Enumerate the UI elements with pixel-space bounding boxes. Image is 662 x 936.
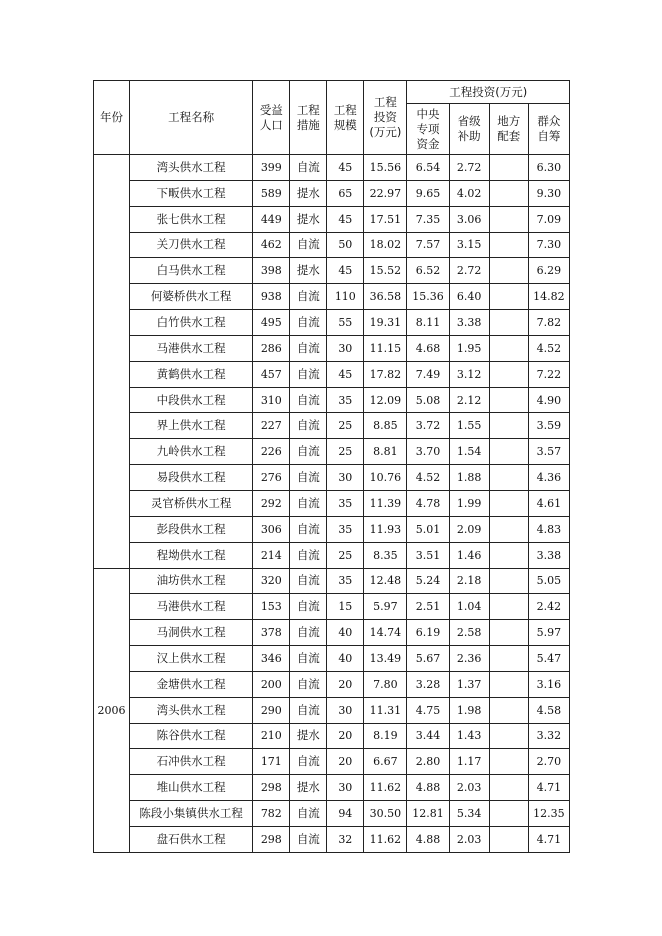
population-cell: 200 [253, 671, 290, 697]
provincial-subsidy-cell: 1.37 [449, 671, 489, 697]
measure-cell: 自流 [290, 490, 327, 516]
local-matching-cell [489, 697, 528, 723]
project-name-cell: 马港供水工程 [129, 594, 252, 620]
population-cell: 298 [253, 826, 290, 852]
provincial-subsidy-cell: 1.88 [449, 465, 489, 491]
header-project-name: 工程名称 [129, 81, 252, 155]
project-name-cell: 下畈供水工程 [129, 180, 252, 206]
investment-cell: 10.76 [364, 465, 407, 491]
central-funds-cell: 3.51 [407, 542, 449, 568]
population-cell: 292 [253, 490, 290, 516]
self-raised-cell: 4.36 [528, 465, 569, 491]
self-raised-cell: 4.83 [528, 516, 569, 542]
central-funds-cell: 5.08 [407, 387, 449, 413]
self-raised-cell: 7.09 [528, 206, 569, 232]
scale-cell: 15 [327, 594, 364, 620]
scale-cell: 40 [327, 646, 364, 672]
central-funds-cell: 7.35 [407, 206, 449, 232]
table-row [94, 465, 570, 491]
measure-cell: 自流 [290, 413, 327, 439]
table-row [94, 258, 570, 284]
provincial-subsidy-cell: 1.54 [449, 439, 489, 465]
self-raised-cell: 3.57 [528, 439, 569, 465]
population-cell: 227 [253, 413, 290, 439]
project-name-cell: 陈谷供水工程 [129, 723, 252, 749]
provincial-subsidy-cell: 1.43 [449, 723, 489, 749]
population-cell: 214 [253, 542, 290, 568]
measure-cell: 自流 [290, 439, 327, 465]
investment-cell: 7.80 [364, 671, 407, 697]
project-name-cell: 灵官桥供水工程 [129, 490, 252, 516]
header-measure: 工程 措施 [290, 81, 327, 155]
project-name-cell: 汉上供水工程 [129, 646, 252, 672]
measure-cell: 自流 [290, 155, 327, 181]
population-cell: 346 [253, 646, 290, 672]
central-funds-cell: 8.11 [407, 310, 449, 336]
population-cell: 462 [253, 232, 290, 258]
local-matching-cell [489, 542, 528, 568]
project-name-cell: 陈段小集镇供水工程 [129, 801, 252, 827]
scale-cell: 20 [327, 671, 364, 697]
table-row [94, 594, 570, 620]
population-cell: 226 [253, 439, 290, 465]
scale-cell: 40 [327, 620, 364, 646]
central-funds-cell: 3.28 [407, 671, 449, 697]
population-cell: 306 [253, 516, 290, 542]
measure-cell: 自流 [290, 594, 327, 620]
scale-cell: 32 [327, 826, 364, 852]
project-name-cell: 油坊供水工程 [129, 568, 252, 594]
local-matching-cell [489, 490, 528, 516]
project-name-cell: 何婆桥供水工程 [129, 284, 252, 310]
measure-cell: 自流 [290, 801, 327, 827]
self-raised-cell: 4.71 [528, 775, 569, 801]
scale-cell: 20 [327, 749, 364, 775]
self-raised-cell: 14.82 [528, 284, 569, 310]
scale-cell: 55 [327, 310, 364, 336]
header-population: 受益 人口 [253, 81, 290, 155]
population-cell: 378 [253, 620, 290, 646]
scale-cell: 30 [327, 335, 364, 361]
local-matching-cell [489, 465, 528, 491]
scale-cell: 25 [327, 439, 364, 465]
self-raised-cell: 5.97 [528, 620, 569, 646]
measure-cell: 提水 [290, 723, 327, 749]
self-raised-cell: 7.22 [528, 361, 569, 387]
population-cell: 399 [253, 155, 290, 181]
self-raised-cell: 9.30 [528, 180, 569, 206]
measure-cell: 自流 [290, 516, 327, 542]
scale-cell: 110 [327, 284, 364, 310]
table-row [94, 206, 570, 232]
investment-cell: 8.81 [364, 439, 407, 465]
investment-cell: 11.39 [364, 490, 407, 516]
local-matching-cell [489, 180, 528, 206]
central-funds-cell: 4.52 [407, 465, 449, 491]
self-raised-cell: 6.29 [528, 258, 569, 284]
scale-cell: 35 [327, 387, 364, 413]
self-raised-cell: 3.16 [528, 671, 569, 697]
table-row [94, 284, 570, 310]
central-funds-cell: 4.88 [407, 775, 449, 801]
header-central-funds: 中央 专项 资金 [407, 104, 449, 155]
self-raised-cell: 12.35 [528, 801, 569, 827]
measure-cell: 提水 [290, 258, 327, 284]
local-matching-cell [489, 801, 528, 827]
local-matching-cell [489, 671, 528, 697]
local-matching-cell [489, 723, 528, 749]
central-funds-cell: 3.72 [407, 413, 449, 439]
local-matching-cell [489, 775, 528, 801]
population-cell: 153 [253, 594, 290, 620]
project-name-cell: 湾头供水工程 [129, 155, 252, 181]
project-name-cell: 湾头供水工程 [129, 697, 252, 723]
scale-cell: 45 [327, 258, 364, 284]
measure-cell: 自流 [290, 335, 327, 361]
population-cell: 782 [253, 801, 290, 827]
table-row [94, 413, 570, 439]
table-row [94, 646, 570, 672]
investment-cell: 15.52 [364, 258, 407, 284]
project-name-cell: 关刀供水工程 [129, 232, 252, 258]
investment-cell: 36.58 [364, 284, 407, 310]
header-row-1 [94, 81, 570, 104]
scale-cell: 30 [327, 697, 364, 723]
provincial-subsidy-cell: 3.06 [449, 206, 489, 232]
investment-cell: 17.82 [364, 361, 407, 387]
header-year: 年份 [94, 81, 130, 155]
measure-cell: 自流 [290, 826, 327, 852]
population-cell: 320 [253, 568, 290, 594]
provincial-subsidy-cell: 1.17 [449, 749, 489, 775]
header-provincial-subsidy: 省级 补助 [449, 104, 489, 155]
investment-cell: 15.56 [364, 155, 407, 181]
project-name-cell: 马港供水工程 [129, 335, 252, 361]
provincial-subsidy-cell: 4.02 [449, 180, 489, 206]
year-cell [94, 155, 130, 569]
investment-cell: 11.93 [364, 516, 407, 542]
central-funds-cell: 12.81 [407, 801, 449, 827]
self-raised-cell: 4.90 [528, 387, 569, 413]
local-matching-cell [489, 387, 528, 413]
local-matching-cell [489, 826, 528, 852]
population-cell: 589 [253, 180, 290, 206]
local-matching-cell [489, 568, 528, 594]
self-raised-cell: 7.82 [528, 310, 569, 336]
investment-cell: 30.50 [364, 801, 407, 827]
table-row [94, 620, 570, 646]
scale-cell: 30 [327, 775, 364, 801]
table-row [94, 490, 570, 516]
measure-cell: 提水 [290, 180, 327, 206]
self-raised-cell: 5.47 [528, 646, 569, 672]
self-raised-cell: 5.05 [528, 568, 569, 594]
central-funds-cell: 5.01 [407, 516, 449, 542]
local-matching-cell [489, 310, 528, 336]
measure-cell: 自流 [290, 697, 327, 723]
scale-cell: 30 [327, 465, 364, 491]
project-name-cell: 程坳供水工程 [129, 542, 252, 568]
project-name-cell: 马洞供水工程 [129, 620, 252, 646]
table-row [94, 180, 570, 206]
provincial-subsidy-cell: 3.15 [449, 232, 489, 258]
measure-cell: 自流 [290, 749, 327, 775]
scale-cell: 25 [327, 413, 364, 439]
self-raised-cell: 3.38 [528, 542, 569, 568]
measure-cell: 自流 [290, 646, 327, 672]
header-scale: 工程 规模 [327, 81, 364, 155]
central-funds-cell: 6.52 [407, 258, 449, 284]
provincial-subsidy-cell: 1.95 [449, 335, 489, 361]
project-name-cell: 堆山供水工程 [129, 775, 252, 801]
scale-cell: 35 [327, 516, 364, 542]
measure-cell: 提水 [290, 775, 327, 801]
self-raised-cell: 3.59 [528, 413, 569, 439]
provincial-subsidy-cell: 2.72 [449, 258, 489, 284]
scale-cell: 45 [327, 155, 364, 181]
project-name-cell: 盘石供水工程 [129, 826, 252, 852]
table-row [94, 775, 570, 801]
project-name-cell: 彭段供水工程 [129, 516, 252, 542]
provincial-subsidy-cell: 1.55 [449, 413, 489, 439]
project-name-cell: 九岭供水工程 [129, 439, 252, 465]
project-name-cell: 石冲供水工程 [129, 749, 252, 775]
header-local-matching: 地方 配套 [489, 104, 528, 155]
investment-cell: 8.35 [364, 542, 407, 568]
provincial-subsidy-cell: 2.36 [449, 646, 489, 672]
header-investment: 工程 投资 (万元) [364, 81, 407, 155]
self-raised-cell: 3.32 [528, 723, 569, 749]
project-name-cell: 白竹供水工程 [129, 310, 252, 336]
population-cell: 290 [253, 697, 290, 723]
population-cell: 276 [253, 465, 290, 491]
local-matching-cell [489, 206, 528, 232]
investment-cell: 17.51 [364, 206, 407, 232]
scale-cell: 35 [327, 490, 364, 516]
table-row [94, 542, 570, 568]
table-row [94, 697, 570, 723]
investment-cell: 6.67 [364, 749, 407, 775]
measure-cell: 自流 [290, 284, 327, 310]
measure-cell: 自流 [290, 568, 327, 594]
population-cell: 310 [253, 387, 290, 413]
project-name-cell: 白马供水工程 [129, 258, 252, 284]
provincial-subsidy-cell: 1.04 [449, 594, 489, 620]
investment-cell: 5.97 [364, 594, 407, 620]
central-funds-cell: 4.68 [407, 335, 449, 361]
population-cell: 286 [253, 335, 290, 361]
central-funds-cell: 4.88 [407, 826, 449, 852]
provincial-subsidy-cell: 2.09 [449, 516, 489, 542]
provincial-subsidy-cell: 2.03 [449, 826, 489, 852]
table-row [94, 232, 570, 258]
self-raised-cell: 4.71 [528, 826, 569, 852]
central-funds-cell: 5.67 [407, 646, 449, 672]
scale-cell: 50 [327, 232, 364, 258]
investment-cell: 18.02 [364, 232, 407, 258]
table-row [94, 155, 570, 181]
measure-cell: 提水 [290, 206, 327, 232]
table-row [94, 439, 570, 465]
scale-cell: 65 [327, 180, 364, 206]
table-row [94, 335, 570, 361]
central-funds-cell: 4.75 [407, 697, 449, 723]
scale-cell: 45 [327, 361, 364, 387]
measure-cell: 自流 [290, 671, 327, 697]
central-funds-cell: 4.78 [407, 490, 449, 516]
measure-cell: 自流 [290, 361, 327, 387]
provincial-subsidy-cell: 2.58 [449, 620, 489, 646]
local-matching-cell [489, 749, 528, 775]
central-funds-cell: 7.49 [407, 361, 449, 387]
central-funds-cell: 5.24 [407, 568, 449, 594]
table-row [94, 387, 570, 413]
scale-cell: 45 [327, 206, 364, 232]
table-row [94, 568, 570, 594]
central-funds-cell: 6.54 [407, 155, 449, 181]
provincial-subsidy-cell: 1.46 [449, 542, 489, 568]
population-cell: 495 [253, 310, 290, 336]
table-row [94, 310, 570, 336]
self-raised-cell: 7.30 [528, 232, 569, 258]
central-funds-cell: 2.80 [407, 749, 449, 775]
investment-cell: 11.62 [364, 775, 407, 801]
table-row [94, 801, 570, 827]
central-funds-cell: 6.19 [407, 620, 449, 646]
local-matching-cell [489, 155, 528, 181]
investment-cell: 13.49 [364, 646, 407, 672]
project-name-cell: 界上供水工程 [129, 413, 252, 439]
local-matching-cell [489, 646, 528, 672]
central-funds-cell: 3.70 [407, 439, 449, 465]
measure-cell: 自流 [290, 232, 327, 258]
table-row [94, 516, 570, 542]
local-matching-cell [489, 258, 528, 284]
measure-cell: 自流 [290, 387, 327, 413]
local-matching-cell [489, 413, 528, 439]
measure-cell: 自流 [290, 465, 327, 491]
investment-cell: 11.62 [364, 826, 407, 852]
measure-cell: 自流 [290, 310, 327, 336]
table-body [94, 155, 570, 853]
local-matching-cell [489, 361, 528, 387]
measure-cell: 自流 [290, 542, 327, 568]
project-name-cell: 中段供水工程 [129, 387, 252, 413]
provincial-subsidy-cell: 1.99 [449, 490, 489, 516]
self-raised-cell: 2.42 [528, 594, 569, 620]
table-row [94, 361, 570, 387]
central-funds-cell: 7.57 [407, 232, 449, 258]
self-raised-cell: 2.70 [528, 749, 569, 775]
investment-cell: 11.31 [364, 697, 407, 723]
self-raised-cell: 6.30 [528, 155, 569, 181]
self-raised-cell: 4.61 [528, 490, 569, 516]
population-cell: 298 [253, 775, 290, 801]
provincial-subsidy-cell: 3.38 [449, 310, 489, 336]
local-matching-cell [489, 232, 528, 258]
local-matching-cell [489, 620, 528, 646]
project-name-cell: 张七供水工程 [129, 206, 252, 232]
table-row [94, 826, 570, 852]
scale-cell: 94 [327, 801, 364, 827]
investment-cell: 19.31 [364, 310, 407, 336]
year-cell: 2006 [94, 568, 130, 852]
local-matching-cell [489, 439, 528, 465]
central-funds-cell: 15.36 [407, 284, 449, 310]
investment-cell: 12.09 [364, 387, 407, 413]
provincial-subsidy-cell: 3.12 [449, 361, 489, 387]
header-self-raised: 群众 自筹 [528, 104, 569, 155]
local-matching-cell [489, 516, 528, 542]
local-matching-cell [489, 284, 528, 310]
project-name-cell: 金塘供水工程 [129, 671, 252, 697]
header-investment-group: 工程投资(万元) [407, 81, 570, 104]
scale-cell: 25 [327, 542, 364, 568]
population-cell: 457 [253, 361, 290, 387]
scale-cell: 35 [327, 568, 364, 594]
central-funds-cell: 2.51 [407, 594, 449, 620]
provincial-subsidy-cell: 6.40 [449, 284, 489, 310]
water-supply-projects-table [93, 80, 570, 853]
measure-cell: 自流 [290, 620, 327, 646]
investment-cell: 12.48 [364, 568, 407, 594]
investment-cell: 8.19 [364, 723, 407, 749]
investment-cell: 11.15 [364, 335, 407, 361]
investment-cell: 22.97 [364, 180, 407, 206]
scale-cell: 20 [327, 723, 364, 749]
population-cell: 449 [253, 206, 290, 232]
project-name-cell: 易段供水工程 [129, 465, 252, 491]
central-funds-cell: 3.44 [407, 723, 449, 749]
table-row [94, 723, 570, 749]
population-cell: 210 [253, 723, 290, 749]
investment-cell: 8.85 [364, 413, 407, 439]
table-row [94, 749, 570, 775]
self-raised-cell: 4.58 [528, 697, 569, 723]
population-cell: 171 [253, 749, 290, 775]
local-matching-cell [489, 594, 528, 620]
population-cell: 938 [253, 284, 290, 310]
population-cell: 398 [253, 258, 290, 284]
provincial-subsidy-cell: 2.18 [449, 568, 489, 594]
local-matching-cell [489, 335, 528, 361]
provincial-subsidy-cell: 1.98 [449, 697, 489, 723]
table-row [94, 671, 570, 697]
provincial-subsidy-cell: 5.34 [449, 801, 489, 827]
self-raised-cell: 4.52 [528, 335, 569, 361]
central-funds-cell: 9.65 [407, 180, 449, 206]
investment-cell: 14.74 [364, 620, 407, 646]
provincial-subsidy-cell: 2.12 [449, 387, 489, 413]
provincial-subsidy-cell: 2.03 [449, 775, 489, 801]
provincial-subsidy-cell: 2.72 [449, 155, 489, 181]
project-name-cell: 黄鹤供水工程 [129, 361, 252, 387]
